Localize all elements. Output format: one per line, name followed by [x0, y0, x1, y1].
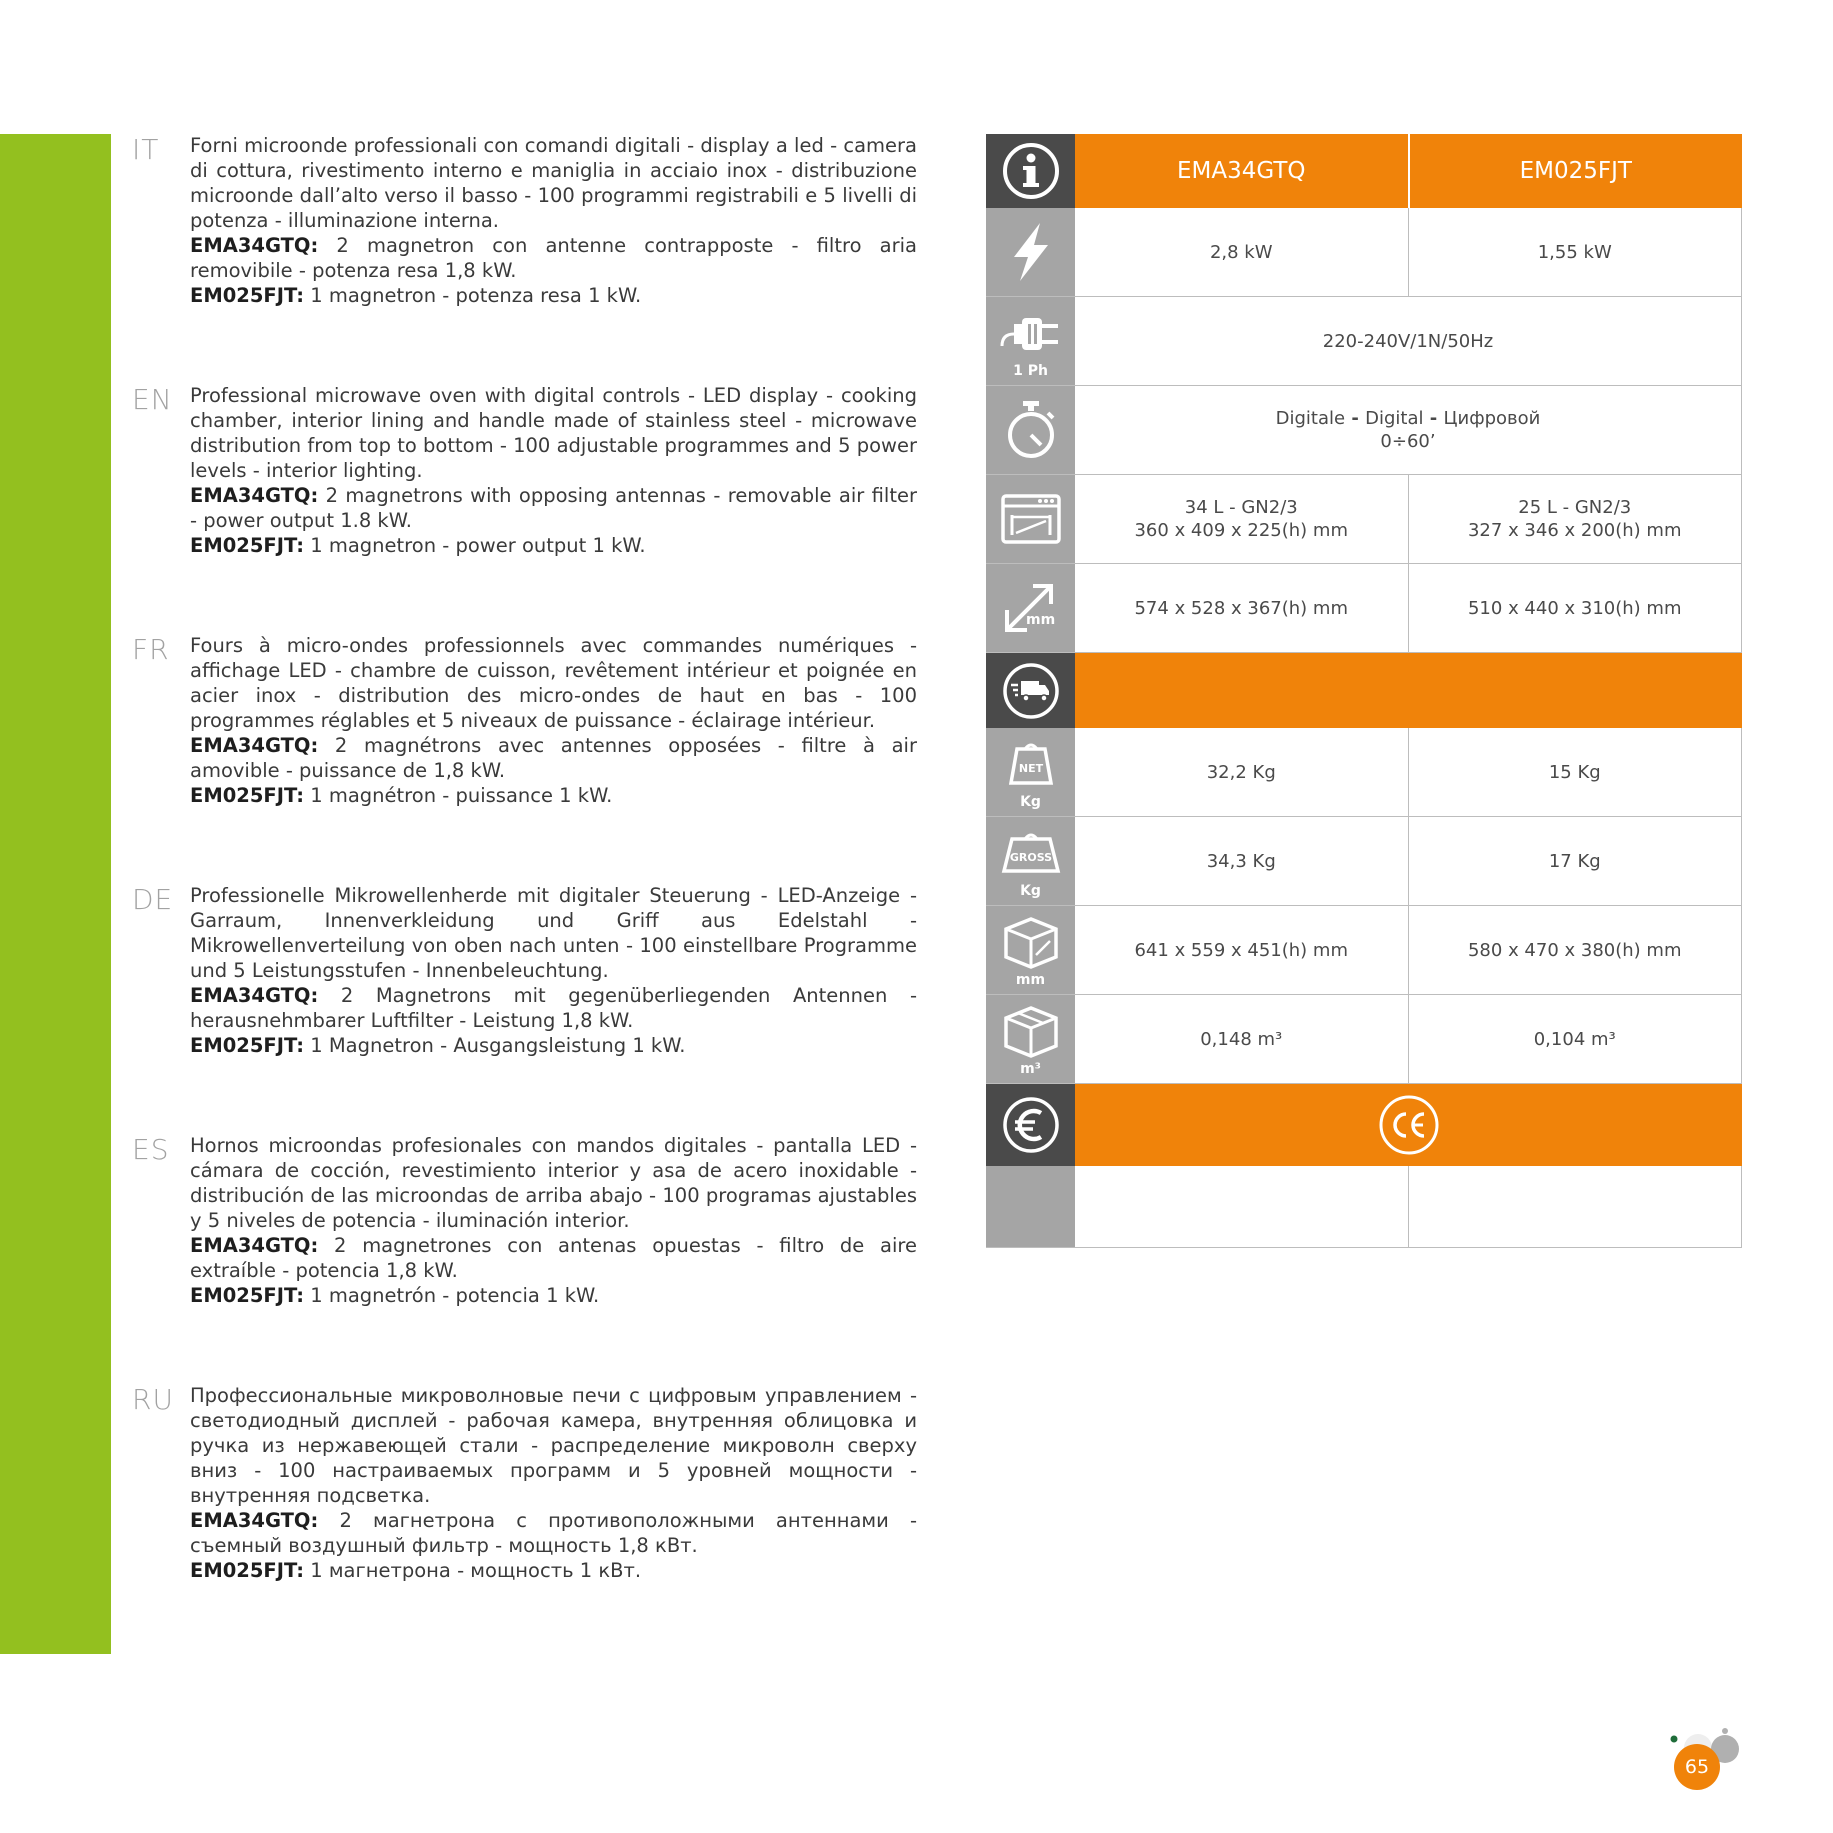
lightning-icon	[1006, 221, 1056, 283]
ce-mark-cell	[1075, 1084, 1742, 1166]
lang-code: DE	[132, 883, 174, 916]
description-text: Fours à micro-ondes professionnels avec commandes numériques - affichage LED - chambre de cuisson, revêtement intérieur et poignée en acier inox - distribution des micro-ondes de haut en bas - 100 programmes réglables et 5 niveaux de puissance - éclairage intérieur.	[190, 634, 917, 732]
gross-weight-icon-cell	[986, 817, 1075, 905]
description-text: Forni microonde professionali con comandi digitali - display a led - camera di cottura, rivestimento interno e maniglia in acciaio inox - distribuzione microonde dall’alto verso il basso - 100 programmi registrabili e 5 livelli di potenza - illuminazione interna.	[190, 134, 917, 232]
model-name: EMA34GTQ:	[190, 234, 319, 257]
description-text: Professionelle Mikrowellenherde mit digitaler Steuerung - LED-Anzeige - Garraum, Innenverkleidung und Griff aus Edelstahl - Mikrowellenverteilung von oben nach unten - 100 einstellbare Programme und 5 Leistungsstufen - Innenbeleuchtung.	[190, 884, 917, 982]
lang-text	[190, 1133, 917, 1308]
shipping-section-blank	[1075, 653, 1742, 728]
lang-code: ES	[132, 1133, 170, 1166]
chamber-dims-2: 327 x 346 x 200(h) mm	[1467, 520, 1682, 541]
spec-row-dimensions	[986, 564, 1742, 653]
model-text: 1 Magnetron - Ausgangsleistung 1 kW.	[304, 1034, 686, 1057]
plug-icon	[998, 308, 1064, 358]
ce-mark-icon	[1378, 1094, 1440, 1156]
lang-text	[190, 383, 917, 558]
net-weight-value-2: 15 Kg	[1409, 728, 1743, 816]
volume-m3-label: m³	[1020, 1061, 1041, 1077]
weight-net-icon	[1005, 739, 1057, 787]
spec-row-chamber	[986, 475, 1742, 564]
info-icon-cell	[986, 134, 1075, 208]
package-box-icon	[1002, 915, 1060, 969]
model-line	[190, 483, 917, 533]
model-name: EMA34GTQ:	[190, 984, 319, 1007]
model-name: EMA34GTQ:	[190, 484, 319, 507]
chamber-value-1	[1075, 475, 1409, 563]
spec-row-voltage	[986, 297, 1742, 386]
stopwatch-icon	[1003, 399, 1059, 461]
lang-code: RU	[132, 1383, 174, 1416]
green-side-bar	[0, 134, 111, 1654]
model-text: 1 magnetrón - potencia 1 kW.	[304, 1284, 600, 1307]
gross-weight-value-2: 17 Kg	[1409, 817, 1743, 905]
lang-text	[190, 883, 917, 1058]
page-number: 65	[1674, 1744, 1720, 1790]
model-line	[190, 1508, 917, 1558]
model-line	[190, 983, 917, 1033]
oven-chamber-icon-cell	[986, 475, 1075, 563]
control-it: Digitale	[1275, 408, 1346, 429]
price-value-1	[1075, 1166, 1409, 1247]
price-section-row	[986, 1084, 1742, 1166]
control-sep: -	[1345, 408, 1366, 429]
power-value-2: 1,55 kW	[1409, 208, 1743, 296]
power-value-1: 2,8 kW	[1075, 208, 1409, 296]
model-line	[190, 533, 917, 558]
delivery-truck-icon	[1001, 661, 1061, 721]
gross-label: GROSS	[1009, 851, 1052, 864]
net-weight-value-1: 32,2 Kg	[1075, 728, 1409, 816]
model-line	[190, 1283, 917, 1308]
control-ru: Цифровой	[1443, 408, 1541, 429]
package-dims-icon-cell	[986, 906, 1075, 994]
lang-text	[190, 633, 917, 808]
shipping-icon-cell	[986, 653, 1075, 728]
lightning-icon-cell	[986, 208, 1075, 296]
description-en	[132, 383, 917, 558]
model-line	[190, 733, 917, 783]
volume-icon-cell	[986, 995, 1075, 1083]
spec-row-price	[986, 1166, 1742, 1248]
package-mm-label: mm	[1015, 972, 1046, 988]
chamber-dims-1: 360 x 409 x 225(h) mm	[1134, 520, 1348, 541]
lang-code: EN	[132, 383, 173, 416]
control-type-line	[1276, 407, 1541, 430]
net-label: NET	[1018, 762, 1043, 775]
info-icon	[1001, 141, 1061, 201]
description-text: Professional microwave oven with digital controls - LED display - cooking chamber, interior lining and handle made of stainless steel - microwave distribution from top to bottom - 100 adjustable programmes and 5 power levels - interior lighting.	[190, 384, 917, 482]
model-text: 2 magnetron con antenne contrapposte - filtro aria removibile - potenza resa 1,8 kW.	[190, 234, 917, 282]
spec-row-package-dimensions	[986, 906, 1742, 995]
description-de	[132, 883, 917, 1058]
model-line	[190, 1558, 917, 1583]
model-name: EM025FJT:	[190, 1284, 305, 1307]
description-es	[132, 1133, 917, 1308]
control-sep: -	[1423, 408, 1444, 429]
spec-table	[986, 134, 1742, 1248]
model-name: EMA34GTQ:	[190, 1234, 319, 1257]
spec-header-row	[986, 134, 1742, 208]
model-name: EM025FJT:	[190, 534, 305, 557]
description-fr	[132, 633, 917, 808]
voltage-value: 220-240V/1N/50Hz	[1075, 297, 1742, 385]
chamber-value-2	[1409, 475, 1743, 563]
shipping-section-row	[986, 653, 1742, 728]
euro-icon-cell	[986, 1084, 1075, 1166]
model-text: 1 magnetron - potenza resa 1 kW.	[304, 284, 642, 307]
model-line	[190, 233, 917, 283]
model-text: 2 magnetrons with opposing antennas - removable air filter - power output 1.8 kW.	[190, 484, 917, 532]
model-header-2: EM025FJT	[1519, 157, 1632, 184]
chamber-capacity-1: 34 L - GN2/3	[1184, 497, 1298, 518]
phase-label: 1 Ph	[1013, 363, 1048, 379]
description-ru	[132, 1383, 917, 1583]
oven-chamber-icon	[1000, 493, 1062, 545]
timer-icon-cell	[986, 386, 1075, 474]
net-kg-label: Kg	[1020, 794, 1041, 810]
dims-mm-label: mm	[1026, 612, 1056, 628]
weight-gross-icon	[1000, 829, 1062, 875]
dims-value-2: 510 x 440 x 310(h) mm	[1409, 564, 1743, 652]
model-line	[190, 1033, 917, 1058]
model-line	[190, 283, 917, 308]
lang-text	[190, 133, 917, 308]
model-text: 2 magnétrons avec antennes opposées - filtre à air amovible - puissance de 1,8 kW.	[190, 734, 917, 782]
model-name: EM025FJT:	[190, 1559, 305, 1582]
dims-value-1: 574 x 528 x 367(h) mm	[1075, 564, 1409, 652]
package-dims-value-2: 580 x 470 x 380(h) mm	[1409, 906, 1743, 994]
volume-value-1: 0,148 m³	[1075, 995, 1409, 1083]
plug-icon-cell	[986, 297, 1075, 385]
net-weight-icon-cell	[986, 728, 1075, 816]
model-line	[190, 1233, 917, 1283]
spec-row-power	[986, 208, 1742, 297]
model-line	[190, 783, 917, 808]
cube-volume-icon	[1002, 1004, 1060, 1058]
model-name: EM025FJT:	[190, 284, 305, 307]
model-name: EMA34GTQ:	[190, 734, 319, 757]
control-en: Digital	[1365, 408, 1424, 429]
description-it	[132, 133, 917, 308]
lang-code: FR	[132, 633, 170, 666]
spec-row-gross-weight	[986, 817, 1742, 906]
model-text: 1 magnétron - puissance 1 kW.	[304, 784, 613, 807]
gross-kg-label: Kg	[1020, 883, 1041, 899]
page-number-badge	[1660, 1718, 1740, 1788]
spec-row-volume	[986, 995, 1742, 1084]
spec-row-control	[986, 386, 1742, 475]
dimensions-icon-cell	[986, 564, 1075, 652]
model-text: 1 magnetron - power output 1 kW.	[304, 534, 646, 557]
model-text: 1 магнетрона - мощность 1 кВт.	[304, 1559, 642, 1582]
model-name: EM025FJT:	[190, 1034, 305, 1057]
model-header-1: EMA34GTQ	[1075, 134, 1410, 208]
package-dims-value-1: 641 x 559 x 451(h) mm	[1075, 906, 1409, 994]
lang-text	[190, 1383, 917, 1583]
lang-code: IT	[132, 133, 160, 166]
price-icon-cell-blank	[986, 1166, 1075, 1247]
euro-icon	[1001, 1095, 1061, 1155]
gross-weight-value-1: 34,3 Kg	[1075, 817, 1409, 905]
model-name: EM025FJT:	[190, 784, 305, 807]
spec-row-net-weight	[986, 728, 1742, 817]
description-text: Hornos microondas profesionales con mandos digitales - pantalla LED - cámara de cocción, revestimiento interior y asa de acero inoxidable - distribución de las microondas de arriba abajo - 100 programas ajustables y 5 niveles de potencia - iluminación interior.	[190, 1134, 917, 1232]
control-value	[1075, 386, 1742, 474]
price-value-2	[1409, 1166, 1743, 1247]
model-text: 2 магнетрона с противоположными антеннами - съемный воздушный фильтр - мощность 1,8 кВт.	[190, 1509, 917, 1557]
chamber-capacity-2: 25 L - GN2/3	[1518, 497, 1632, 518]
model-name: EMA34GTQ:	[190, 1509, 319, 1532]
control-range: 0÷60’	[1380, 431, 1436, 452]
model-text: 2 Magnetrons mit gegenüberliegenden Antennen - herausnehmbarer Luftfilter - Leistung 1,8 kW.	[190, 984, 917, 1032]
volume-value-2: 0,104 m³	[1409, 995, 1743, 1083]
description-text: Профессиональные микроволновые печи с цифровым управлением - светодиодный дисплей - рабочая камера, внутренняя облицовка и ручка из нержавеющей стали - распределение микроволн сверху вниз - 100 настраиваемых программ и 5 уровней мощности - внутренняя подсветка.	[190, 1384, 917, 1507]
model-text: 2 magnetrones con antenas opuestas - filtro de aire extraíble - potencia 1,8 kW.	[190, 1234, 917, 1282]
